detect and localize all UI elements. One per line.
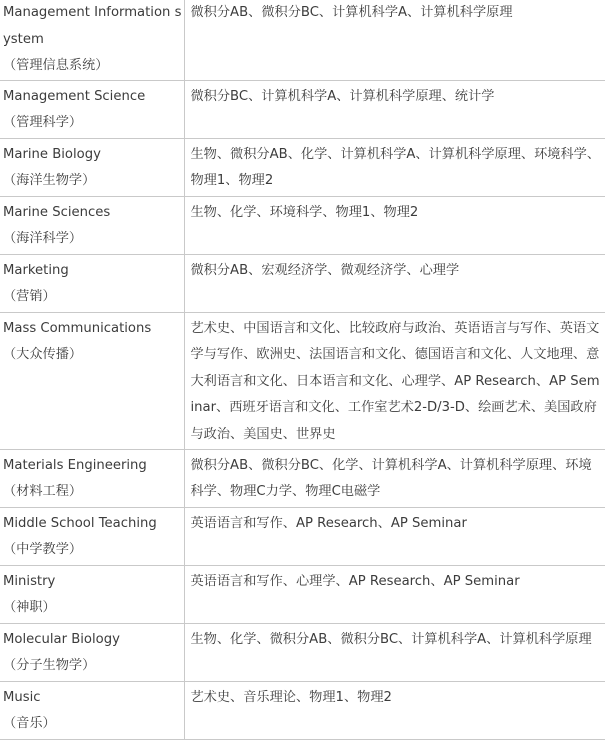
major-name-en: Middle School Teaching	[3, 515, 157, 531]
major-name-en: Management Information system	[3, 5, 182, 47]
major-name-en: Marketing	[3, 262, 69, 278]
major-name-zh: （营销）	[3, 289, 56, 304]
major-cell	[0, 681, 184, 739]
major-cell	[0, 449, 184, 507]
major-name-en: Mass Communications	[3, 320, 152, 336]
courses-cell: 微积分AB、微积分BC、化学、计算机科学A、计算机科学原理、环境科学、物理C力学、物理C电磁学	[184, 449, 605, 507]
courses-cell: 艺术史、中国语言和文化、比较政府与政治、英语语言与写作、英语文学与写作、欧洲史、法国语言和文化、德国语言和文化、人文地理、意大利语言和文化、日本语言和文化、心理学、AP Research、AP Seminar、西班牙语言和文化、工作室艺术2-D/3-D、绘画艺术、美国政府与政治、美国史、世界史	[184, 312, 605, 449]
courses-cell: 艺术史、音乐理论、物理1、物理2	[184, 681, 605, 739]
courses-cell: 微积分AB、微积分BC、计算机科学A、计算机科学原理	[184, 0, 605, 80]
courses-cell: 微积分AB、宏观经济学、微观经济学、心理学	[184, 254, 605, 312]
major-cell	[0, 0, 184, 80]
major-cell	[0, 196, 184, 254]
major-name-en: Marine Sciences	[3, 204, 111, 220]
major-name-zh: （神职）	[3, 600, 56, 615]
table-row	[0, 0, 605, 80]
major-name-zh: （音乐）	[3, 716, 56, 731]
major-name-zh: （材料工程）	[3, 484, 83, 499]
major-cell	[0, 565, 184, 623]
table-row	[0, 138, 605, 196]
table-row	[0, 449, 605, 507]
major-cell	[0, 80, 184, 138]
table-row	[0, 254, 605, 312]
major-name-zh: （管理信息系统）	[3, 58, 109, 73]
major-name-en: Materials Engineering	[3, 457, 147, 473]
table-row	[0, 312, 605, 449]
major-name-zh: （中学教学）	[3, 542, 83, 557]
major-cell	[0, 312, 184, 449]
table-row	[0, 565, 605, 623]
courses-cell: 生物、化学、微积分AB、微积分BC、计算机科学A、计算机科学原理	[184, 623, 605, 681]
major-cell	[0, 507, 184, 565]
major-name-en: Molecular Biology	[3, 631, 120, 647]
major-name-zh: （分子生物学）	[3, 658, 96, 673]
courses-cell: 生物、化学、环境科学、物理1、物理2	[184, 196, 605, 254]
major-cell	[0, 623, 184, 681]
table-row	[0, 623, 605, 681]
major-name-en: Music	[3, 689, 41, 705]
major-cell	[0, 254, 184, 312]
major-name-en: Management Science	[3, 88, 146, 104]
table-row	[0, 80, 605, 138]
major-name-zh: （海洋生物学）	[3, 173, 96, 188]
courses-cell: 微积分BC、计算机科学A、计算机科学原理、统计学	[184, 80, 605, 138]
courses-cell: 英语语言和写作、AP Research、AP Seminar	[184, 507, 605, 565]
courses-cell: 生物、微积分AB、化学、计算机科学A、计算机科学原理、环境科学、物理1、物理2	[184, 138, 605, 196]
major-name-en: Marine Biology	[3, 146, 101, 162]
table-row	[0, 507, 605, 565]
major-name-zh: （大众传播）	[3, 347, 83, 362]
major-cell	[0, 138, 184, 196]
major-name-en: Ministry	[3, 573, 56, 589]
major-name-zh: （海洋科学）	[3, 231, 83, 246]
table-row	[0, 681, 605, 739]
courses-cell: 英语语言和写作、心理学、AP Research、AP Seminar	[184, 565, 605, 623]
table-row	[0, 196, 605, 254]
major-name-zh: （管理科学）	[3, 115, 83, 130]
